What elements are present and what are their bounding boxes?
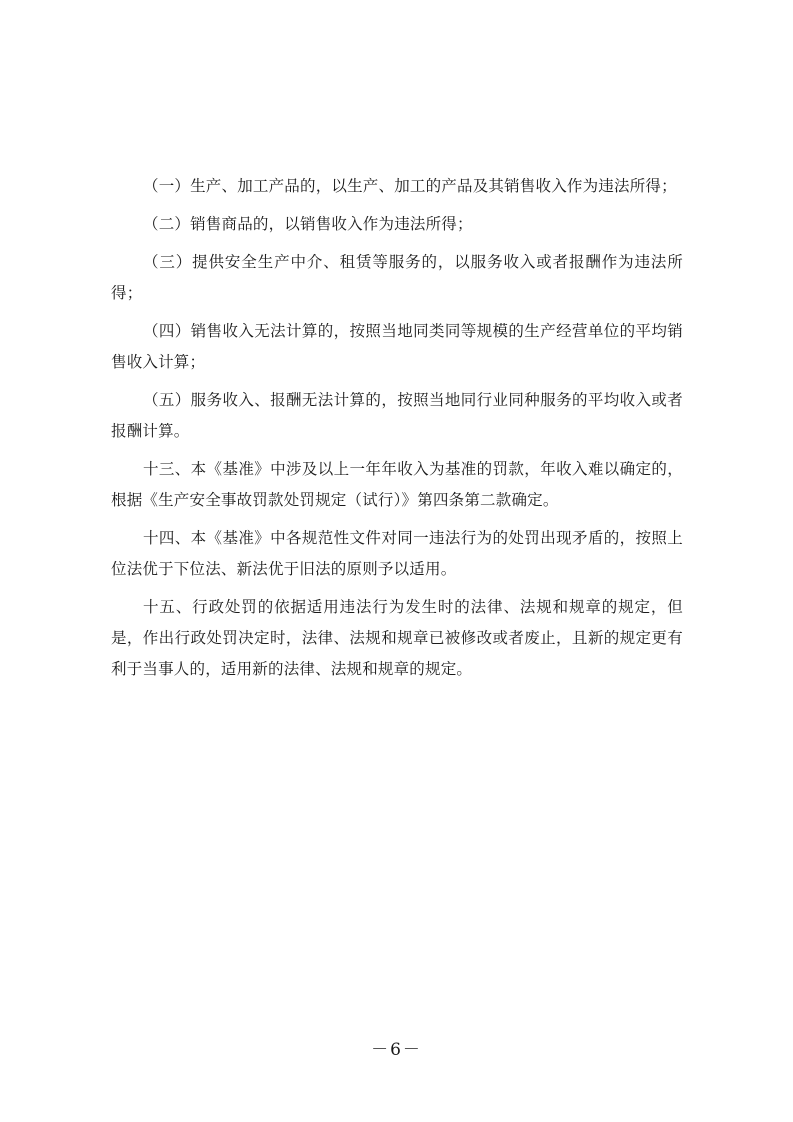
page-number: －6－ <box>371 1040 422 1060</box>
paragraph-item-2: （二）销售商品的，以销售收入作为违法所得； <box>143 215 473 233</box>
paragraph-item-3: （三）提供安全生产中介、租赁等服务的，以服务收入或者报酬作为违法所得； <box>111 253 683 302</box>
paragraph-item-1: （一）生产、加工产品的，以生产、加工的产品及其销售收入作为违法所得； <box>143 177 677 195</box>
paragraph-article-13: 十三、本《基准》中涉及以上一年年收入为基准的罚款，年收入难以确定的，根据《生产安全事故罚款处罚规定（试行）》第四条第二款确定。 <box>111 460 683 509</box>
paragraph-item-5: （五）服务收入、报酬无法计算的，按照当地同行业同种服务的平均收入或者报酬计算。 <box>111 391 683 440</box>
paragraph-article-15: 十五、行政处罚的依据适用违法行为发生时的法律、法规和规章的规定，但是，作出行政处罚决定时，法律、法规和规章已被修改或者废止，且新的规定更有利于当事人的，适用新的法律、法规和规章的规定。 <box>111 598 683 678</box>
document-body <box>111 171 683 692</box>
paragraph-item-4: （四）销售收入无法计算的，按照当地同类同等规模的生产经营单位的平均销售收入计算； <box>111 322 683 371</box>
paragraph-article-14: 十四、本《基准》中各规范性文件对同一违法行为的处罚出现矛盾的，按照上位法优于下位法、新法优于旧法的原则予以适用。 <box>111 529 683 578</box>
